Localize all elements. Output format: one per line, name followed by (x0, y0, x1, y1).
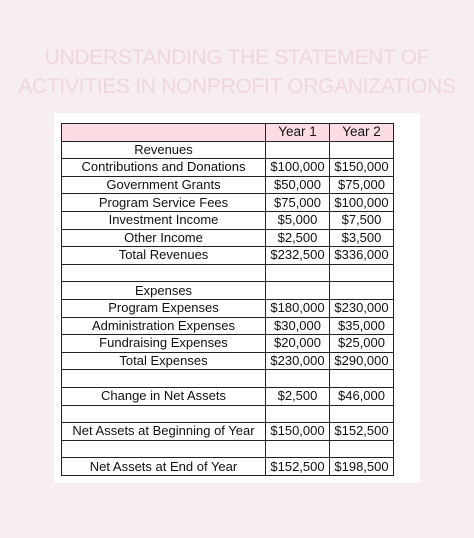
table-row (62, 282, 394, 300)
year1-cell: $150,000 (266, 423, 330, 441)
table-row (62, 458, 394, 476)
row-label-cell: Net Assets at Beginning of Year (62, 423, 266, 441)
table-row (62, 159, 394, 177)
year2-cell (330, 370, 394, 388)
row-label-cell: Other Income (62, 229, 266, 247)
table-row (62, 317, 394, 335)
year2-cell (330, 282, 394, 300)
year1-cell: $30,000 (266, 317, 330, 335)
year1-cell: $50,000 (266, 176, 330, 194)
table-row (62, 229, 394, 247)
year1-cell (266, 264, 330, 282)
header-cell-year2: Year 2 (330, 124, 394, 142)
year2-cell: $290,000 (330, 352, 394, 370)
year1-cell: $232,500 (266, 247, 330, 265)
table-row (62, 176, 394, 194)
row-label-cell: Program Expenses (62, 299, 266, 317)
row-label-cell (62, 440, 266, 458)
header-cell-year1: Year 1 (266, 124, 330, 142)
year2-cell: $336,000 (330, 247, 394, 265)
header-cell-label (62, 124, 266, 142)
row-label-cell: Change in Net Assets (62, 387, 266, 405)
year2-cell (330, 264, 394, 282)
year2-cell: $150,000 (330, 159, 394, 177)
table-row (62, 405, 394, 423)
table-row (62, 387, 394, 405)
row-label-cell: Program Service Fees (62, 194, 266, 212)
row-label-cell: Government Grants (62, 176, 266, 194)
table-row (62, 264, 394, 282)
row-label-cell: Fundraising Expenses (62, 335, 266, 353)
year2-cell: $198,500 (330, 458, 394, 476)
year2-cell: $230,000 (330, 299, 394, 317)
row-label-cell (62, 264, 266, 282)
statement-table (61, 123, 394, 476)
year2-cell (330, 141, 394, 159)
row-label-cell (62, 370, 266, 388)
page-title-line-2: ACTIVITIES IN NONPROFIT ORGANIZATIONS (18, 75, 456, 98)
year1-cell (266, 440, 330, 458)
year2-cell: $46,000 (330, 387, 394, 405)
year2-cell (330, 405, 394, 423)
row-label-cell: Administration Expenses (62, 317, 266, 335)
page-title-line-1: UNDERSTANDING THE STATEMENT OF (44, 46, 430, 69)
year1-cell (266, 282, 330, 300)
year1-cell: $20,000 (266, 335, 330, 353)
row-label-cell: Investment Income (62, 211, 266, 229)
table-row (62, 335, 394, 353)
year2-cell: $152,500 (330, 423, 394, 441)
year2-cell: $25,000 (330, 335, 394, 353)
table-row (62, 141, 394, 159)
year2-cell: $35,000 (330, 317, 394, 335)
year2-cell: $3,500 (330, 229, 394, 247)
table-row (62, 352, 394, 370)
table-row (62, 247, 394, 265)
year1-cell: $180,000 (266, 299, 330, 317)
header-row (62, 124, 394, 142)
table-row (62, 370, 394, 388)
year1-cell: $152,500 (266, 458, 330, 476)
year1-cell: $2,500 (266, 229, 330, 247)
year1-cell: $5,000 (266, 211, 330, 229)
year1-cell: $75,000 (266, 194, 330, 212)
year2-cell: $75,000 (330, 176, 394, 194)
year2-cell (330, 440, 394, 458)
row-label-cell: Net Assets at End of Year (62, 458, 266, 476)
row-label-cell (62, 405, 266, 423)
table-row (62, 440, 394, 458)
year2-cell: $7,500 (330, 211, 394, 229)
year1-cell: $100,000 (266, 159, 330, 177)
table-row (62, 211, 394, 229)
year1-cell (266, 370, 330, 388)
row-label-cell: Contributions and Donations (62, 159, 266, 177)
row-label-cell: Revenues (62, 141, 266, 159)
table-row (62, 423, 394, 441)
row-label-cell: Expenses (62, 282, 266, 300)
table-row (62, 194, 394, 212)
year1-cell (266, 141, 330, 159)
year1-cell: $230,000 (266, 352, 330, 370)
year1-cell (266, 405, 330, 423)
year1-cell: $2,500 (266, 387, 330, 405)
row-label-cell: Total Expenses (62, 352, 266, 370)
year2-cell: $100,000 (330, 194, 394, 212)
row-label-cell: Total Revenues (62, 247, 266, 265)
table-row (62, 299, 394, 317)
